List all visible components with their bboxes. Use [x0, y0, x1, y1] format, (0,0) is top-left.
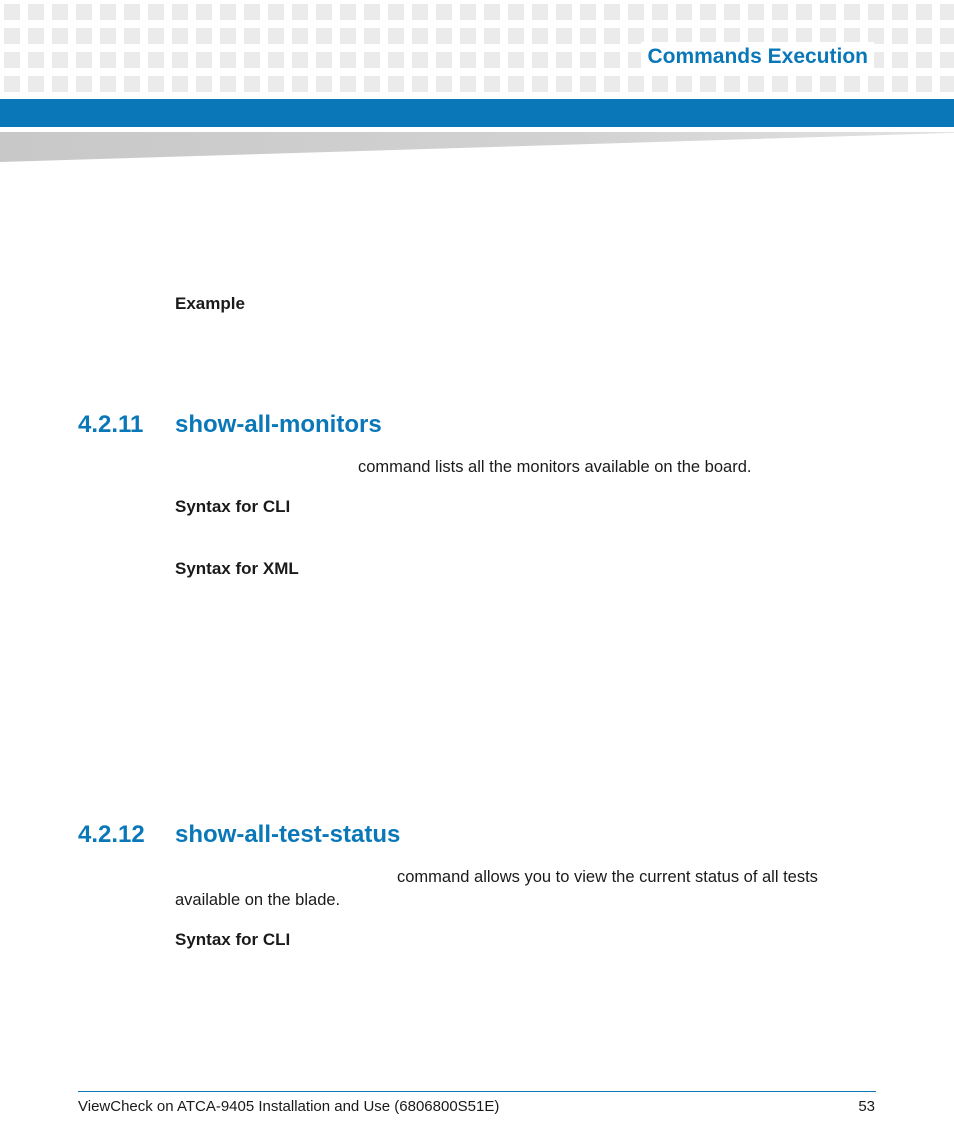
footer-rule [78, 1091, 876, 1092]
header-pattern-square [148, 4, 164, 20]
header-pattern-square [604, 4, 620, 20]
example-heading: Example [175, 294, 245, 313]
header-pattern-square [604, 52, 620, 68]
header-pattern-square [436, 28, 452, 44]
header-pattern-square [532, 28, 548, 44]
header-pattern-square [748, 76, 764, 92]
header-pattern-square [76, 28, 92, 44]
section-heading-4-2-12 [78, 821, 400, 849]
header-pattern-square [652, 76, 668, 92]
header-pattern-square [892, 76, 908, 92]
header-pattern-square [268, 76, 284, 92]
header-pattern-square [724, 76, 740, 92]
header-pattern-square [340, 76, 356, 92]
header-pattern-square [580, 28, 596, 44]
header-pattern-square [340, 28, 356, 44]
header-pattern-square [700, 4, 716, 20]
header-pattern-square [292, 28, 308, 44]
header-pattern-square [412, 28, 428, 44]
header-pattern-square [4, 52, 20, 68]
header-pattern-square [340, 4, 356, 20]
section-number: 4.2.12 [78, 821, 145, 848]
header-pattern-square [52, 52, 68, 68]
header-pattern-square [388, 4, 404, 20]
header-pattern-square [52, 4, 68, 20]
header-pattern-square [916, 76, 932, 92]
header-pattern-square [244, 76, 260, 92]
header-pattern-square [196, 28, 212, 44]
header-pattern-square [244, 4, 260, 20]
header-pattern-square [268, 28, 284, 44]
header-pattern-square [28, 76, 44, 92]
header-pattern-square [4, 4, 20, 20]
header-pattern-square [172, 52, 188, 68]
header-pattern-square [364, 52, 380, 68]
header-blue-bar [0, 99, 954, 127]
section-title-text: show-all-test-status [175, 821, 401, 848]
header-pattern-square [508, 52, 524, 68]
header-pattern-square [412, 76, 428, 92]
header-pattern-square [436, 4, 452, 20]
header-pattern-square [316, 52, 332, 68]
header-pattern-square [4, 76, 20, 92]
header-pattern-square [820, 76, 836, 92]
header-pattern-square [868, 4, 884, 20]
header-pattern-square [76, 4, 92, 20]
header-pattern-square [196, 4, 212, 20]
header-pattern-square [484, 4, 500, 20]
header-pattern-square [172, 4, 188, 20]
header-pattern-square [460, 28, 476, 44]
header-pattern-square [460, 4, 476, 20]
header-pattern-square [940, 4, 954, 20]
header-pattern-square [916, 52, 932, 68]
header-pattern-square [76, 76, 92, 92]
header-pattern-square [28, 52, 44, 68]
header-pattern-square [220, 28, 236, 44]
header-pattern-square [652, 4, 668, 20]
header-pattern-square [508, 28, 524, 44]
header-pattern-square [556, 28, 572, 44]
header-pattern-square [628, 76, 644, 92]
header-pattern-square [724, 4, 740, 20]
section-number: 4.2.11 [78, 411, 144, 438]
header-pattern-square [388, 76, 404, 92]
header-pattern-square [868, 76, 884, 92]
header-pattern-square [124, 76, 140, 92]
header-pattern-square [916, 4, 932, 20]
header-pattern-square [700, 76, 716, 92]
header-pattern-square [244, 28, 260, 44]
header-pattern-square [484, 28, 500, 44]
header-pattern-square [484, 76, 500, 92]
header-pattern-square [4, 28, 20, 44]
header-pattern-square [532, 76, 548, 92]
header-pattern-square [148, 28, 164, 44]
header-pattern-square [580, 76, 596, 92]
header-pattern-square [772, 4, 788, 20]
syntax-cli-heading: Syntax for CLI [175, 497, 291, 516]
header-pattern-square [268, 52, 284, 68]
header-pattern-square [940, 52, 954, 68]
header-pattern-square [508, 4, 524, 20]
header-pattern-square [892, 28, 908, 44]
section-heading-4-2-11 [78, 411, 382, 439]
header-pattern-square [148, 76, 164, 92]
header-pattern-square [940, 28, 954, 44]
header-pattern-square [508, 76, 524, 92]
header-pattern-square [316, 76, 332, 92]
header-pattern-square [676, 4, 692, 20]
header-pattern-square [316, 28, 332, 44]
header-pattern-square [100, 76, 116, 92]
header-pattern-square [940, 76, 954, 92]
header-pattern-square [604, 76, 620, 92]
header-pattern-square [556, 52, 572, 68]
header-pattern-square [556, 4, 572, 20]
header-pattern-square [580, 4, 596, 20]
header-pattern-square [412, 4, 428, 20]
header-pattern-square [676, 76, 692, 92]
header-pattern-square [436, 52, 452, 68]
header-pattern-square [532, 4, 548, 20]
header-pattern-square [124, 52, 140, 68]
chapter-title: Commands Execution [641, 42, 874, 72]
header-pattern-square [532, 52, 548, 68]
header-pattern-square [460, 76, 476, 92]
header-pattern-square [892, 4, 908, 20]
header-pattern-square [388, 52, 404, 68]
header-pattern-square [292, 52, 308, 68]
header-pattern-square [76, 52, 92, 68]
header-pattern-square [628, 4, 644, 20]
header-pattern-square [124, 4, 140, 20]
header-pattern-square [388, 28, 404, 44]
header-pattern-square [916, 28, 932, 44]
header-pattern-square [28, 28, 44, 44]
header-pattern-square [292, 4, 308, 20]
section-title-text: show-all-monitors [175, 411, 382, 438]
header-pattern-square [364, 28, 380, 44]
header-pattern-square [28, 4, 44, 20]
header-pattern-square [844, 76, 860, 92]
header-pattern-square [772, 76, 788, 92]
header-pattern-square [484, 52, 500, 68]
header-pattern-square [52, 28, 68, 44]
header-pattern-square [292, 76, 308, 92]
header-pattern-square [316, 4, 332, 20]
header-pattern-square [220, 52, 236, 68]
header-pattern-square [172, 76, 188, 92]
header-pattern-square [196, 76, 212, 92]
header-pattern-square [268, 4, 284, 20]
header-pattern-square [796, 4, 812, 20]
header-pattern-square [748, 4, 764, 20]
header-pattern-square [580, 52, 596, 68]
header-pattern-square [220, 76, 236, 92]
header-pattern-square [844, 4, 860, 20]
section-12-description-line2: available on the blade. [175, 891, 341, 909]
page-number: 53 [858, 1098, 875, 1115]
header-pattern-square [820, 4, 836, 20]
header-pattern-square [100, 4, 116, 20]
header-pattern-square [796, 76, 812, 92]
section-11-description: command lists all the monitors available on the board. [358, 458, 752, 476]
header-grey-wedge [0, 132, 954, 162]
syntax-cli-heading: Syntax for CLI [175, 930, 291, 949]
section-12-description-line1: command allows you to view the current status of all tests [397, 868, 818, 886]
header-pattern-square [412, 52, 428, 68]
header-pattern-square [556, 76, 572, 92]
header-pattern-square [100, 28, 116, 44]
footer-document-title: ViewCheck on ATCA-9405 Installation and Use (6806800S51E) [78, 1098, 500, 1115]
header-pattern-square [340, 52, 356, 68]
header-pattern-square [148, 52, 164, 68]
header-pattern-square [460, 52, 476, 68]
header-pattern-square [196, 52, 212, 68]
header-pattern-square [52, 76, 68, 92]
syntax-xml-heading: Syntax for XML [175, 559, 299, 578]
header-pattern-square [436, 76, 452, 92]
header-pattern-square [220, 4, 236, 20]
header-pattern-square [604, 28, 620, 44]
header-pattern-square [364, 4, 380, 20]
header-pattern-square [172, 28, 188, 44]
header-pattern-square [100, 52, 116, 68]
header-pattern-square [892, 52, 908, 68]
header-pattern-square [364, 76, 380, 92]
header-pattern-square [244, 52, 260, 68]
header-pattern-square [124, 28, 140, 44]
